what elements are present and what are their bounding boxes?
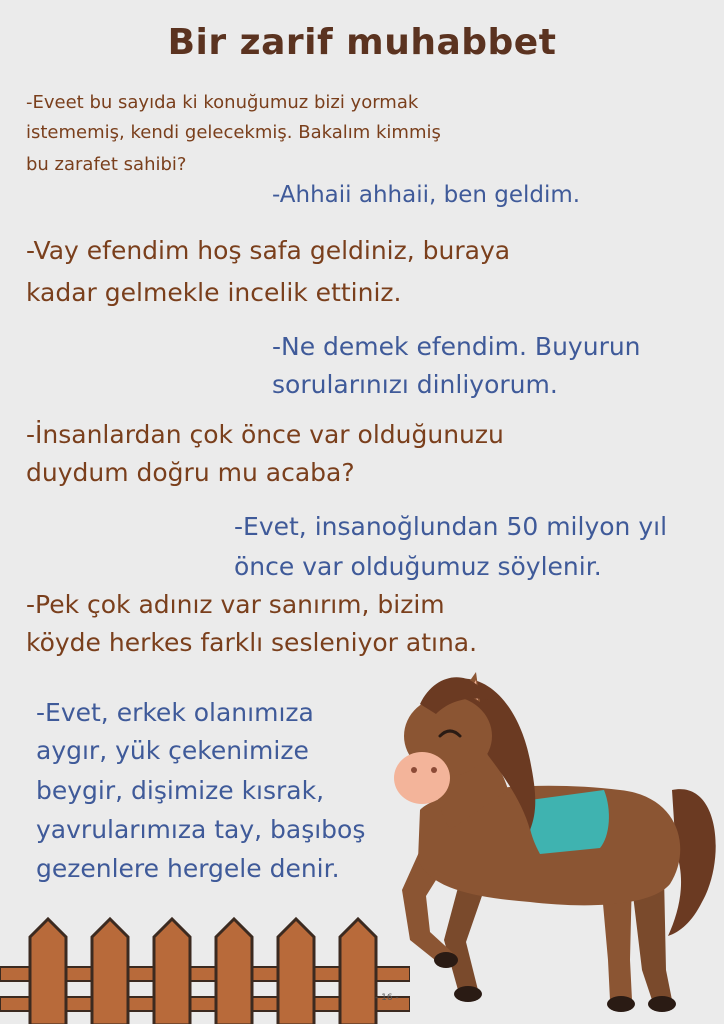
answer-3-line-1: -Evet, insanoğlundan 50 milyon yıl (234, 512, 668, 541)
fence-picket (216, 919, 252, 1024)
horse-nostril (411, 767, 417, 773)
horse-illustration (380, 640, 724, 1024)
answer-1-line-1: -Ahhaii ahhaii, ben geldim. (272, 182, 581, 208)
question-3-line-2: duydum doğru mu acaba? (26, 458, 355, 487)
answer-4-line-5: gezenlere hergele denir. (36, 854, 340, 883)
intro-line-2: istememiş, kendi gelecekmiş. Bakalım kimmiş (26, 122, 441, 143)
answer-2-line-2: sorularınızı dinliyorum. (272, 370, 558, 399)
answer-4-line-1: -Evet, erkek olanımıza (36, 698, 314, 727)
horse-hoof (607, 996, 635, 1012)
horse-saddle (528, 790, 608, 854)
page-title: Bir zarif muhabbet (167, 22, 557, 63)
fence-illustration (0, 905, 410, 1024)
horse-muzzle (394, 752, 450, 804)
fence-picket (278, 919, 314, 1024)
fence-picket (30, 919, 66, 1024)
fence-picket (340, 919, 376, 1024)
question-4-line-1: -Pek çok adınız var sanırım, bizim (26, 590, 445, 619)
fence-picket (154, 919, 190, 1024)
question-3-line-1: -İnsanlardan çok önce var olduğunuzu (26, 420, 504, 449)
question-2-line-1: -Vay efendim hoş safa geldiniz, buraya (26, 236, 511, 265)
answer-2-line-1: -Ne demek efendim. Buyurun (272, 332, 641, 361)
horse-front-leg-far (444, 880, 484, 990)
horse-hoof (434, 952, 458, 968)
horse-hoof (454, 986, 482, 1002)
answer-4-line-2: aygır, yük çekenimize (36, 736, 309, 765)
question-2-line-2: kadar gelmekle incelik ettiniz. (26, 278, 402, 307)
answer-4-line-3: beygir, dişimize kısrak, (36, 776, 325, 805)
horse-nostril (431, 767, 437, 773)
answer-4-line-4: yavrularımıza tay, başıboş (36, 815, 366, 844)
answer-3-line-2: önce var olduğumuz söylenir. (234, 552, 602, 581)
intro-line-1: -Eveet bu sayıda ki konuğumuz bizi yormak (26, 92, 419, 113)
page-number: - 16 - (375, 993, 399, 1003)
horse-hoof (648, 996, 676, 1012)
intro-line-3: bu zarafet sahibi? (26, 154, 187, 175)
question-4-line-2: köyde herkes farklı sesleniyor atına. (26, 628, 478, 657)
fence-picket (92, 919, 128, 1024)
